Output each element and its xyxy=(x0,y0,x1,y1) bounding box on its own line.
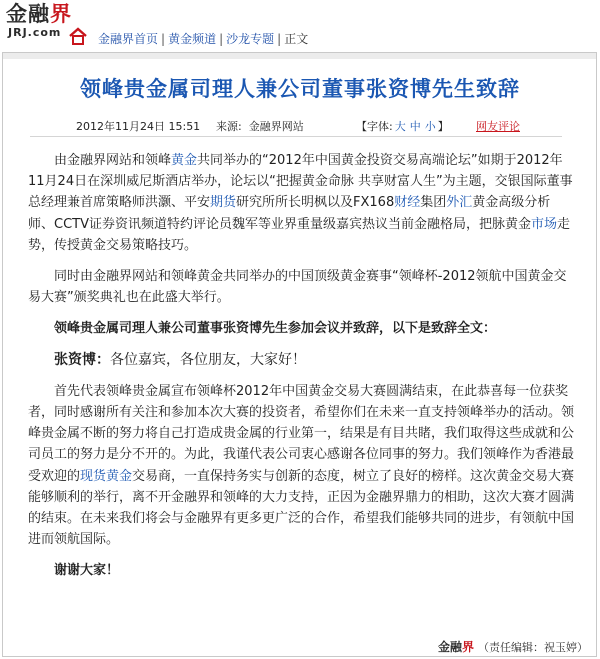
comments-link[interactable]: 网友评论 xyxy=(476,120,520,133)
footer-logo-accent-char: 界 xyxy=(462,640,475,654)
font-size-switcher xyxy=(356,118,449,134)
paragraph-speech-heading: 领峰贵金属司理人兼公司董事张资博先生参加会议并致辞，以下是致辞全文： xyxy=(54,321,497,337)
keyword-link-market[interactable]: 市场 xyxy=(531,216,558,232)
breadcrumb-current: 正文 xyxy=(284,32,309,46)
editor-credit: （责任编辑：祝玉婷） xyxy=(478,641,589,654)
breadcrumb-separator: | xyxy=(161,32,166,46)
paragraph-intro: 由金融界网站和领峰黄金共同举办的“2012年中国黄金投资交易高端论坛”如期于2012年11月24日在深圳威尼斯酒店举办，论坛以“把握黄金命脉 共享财富人生”为主题，交银国际董事总经理兼首席策略师洪灏、平安期货研究所所长明枫以及FX168财经集团外汇黄金高级分析师、CCTV证券资讯频道特约评论员魏军等业界重量级嘉宾热议当前金融格局，把脉黄金市场走势，传授黄金交易策略技巧。 xyxy=(28,153,573,253)
source-label: 来源: xyxy=(216,120,242,133)
font-size-close: 】 xyxy=(437,120,449,133)
greeting-text: 各位嘉宾，各位朋友，大家好！ xyxy=(110,351,306,368)
breadcrumb-home-link[interactable]: 金融界首页 xyxy=(98,32,159,46)
source-name: 金融界网站 xyxy=(248,120,304,133)
article-footer xyxy=(438,638,588,655)
frame-top-shade xyxy=(3,53,596,59)
meta-divider xyxy=(30,136,562,137)
breadcrumb-separator: | xyxy=(219,32,224,46)
paragraph-greeting xyxy=(28,350,576,371)
article-body xyxy=(28,150,576,592)
paragraph-thanks: 谢谢大家！ xyxy=(54,563,120,579)
article-source xyxy=(216,118,304,134)
keyword-link-gold[interactable]: 黄金 xyxy=(171,153,198,168)
logo-accent-char: 界 xyxy=(50,2,72,26)
breadcrumb-salon-link[interactable]: 沙龙专题 xyxy=(226,32,275,46)
article-title: 领峰贵金属司理人兼公司董事张资博先生致辞 xyxy=(80,76,520,101)
house-icon xyxy=(69,27,87,45)
paragraph-speech-body: 首先代表领峰贵金属宣布领峰杯2012年中国黄金交易大赛圆满结束，在此恭喜每一位获奖者，同时感谢所有关注和参加本次大赛的投资者，希望你们在未来一直支持领峰举办的活动。领峰贵金属不断的努力将自己打造成贵金属的行业第一，结果是有目共睹，我们取得这些成就和公司员工的努力是分不开的。为此，我谨代表公司衷心感谢各位同事的努力。我们领峰作为香港最受欢迎的现货黄金交易商，一直保持务实与创新的态度，树立了良好的榜样。这次黄金交易大赛能够顺利的举行，离不开金融界和领峰的大力支持，正因为金融界鼎力的相助，这次大赛才圆满的结束。在未来我们将会与金融界有更多更广泛的合作，希望我们能够共同的进步，有领航中国进而领航国际。 xyxy=(28,383,575,548)
site-logo[interactable] xyxy=(6,2,92,50)
keyword-link-finance[interactable]: 财经 xyxy=(394,195,421,211)
font-size-medium[interactable]: 中 xyxy=(409,120,421,133)
logo-brand-cn: 金融界 xyxy=(6,2,72,26)
font-size-label: 【字体: xyxy=(356,120,393,133)
speaker-name: 张资博： xyxy=(54,351,110,368)
breadcrumb-gold-channel-link[interactable]: 黄金频道 xyxy=(168,32,217,46)
logo-brand-en: JRJ.com xyxy=(8,26,62,39)
paragraph-award: 同时由金融界网站和领峰黄金共同举办的中国顶级黄金赛事“领峰杯-2012领航中国黄金交易大赛”颁奖典礼也在此盛大举行。 xyxy=(28,269,567,306)
font-size-large[interactable]: 大 xyxy=(394,120,406,133)
breadcrumb-separator: | xyxy=(277,32,282,46)
keyword-link-futures[interactable]: 期货 xyxy=(210,195,237,211)
footer-logo: 金融界 xyxy=(438,640,475,654)
font-size-small[interactable]: 小 xyxy=(424,120,436,133)
publish-date: 2012年11月24日 15:51 xyxy=(76,120,201,133)
breadcrumb xyxy=(98,30,308,47)
keyword-link-forex[interactable]: 外汇 xyxy=(446,195,473,211)
keyword-link-spot-gold[interactable]: 现货黄金 xyxy=(80,468,133,484)
